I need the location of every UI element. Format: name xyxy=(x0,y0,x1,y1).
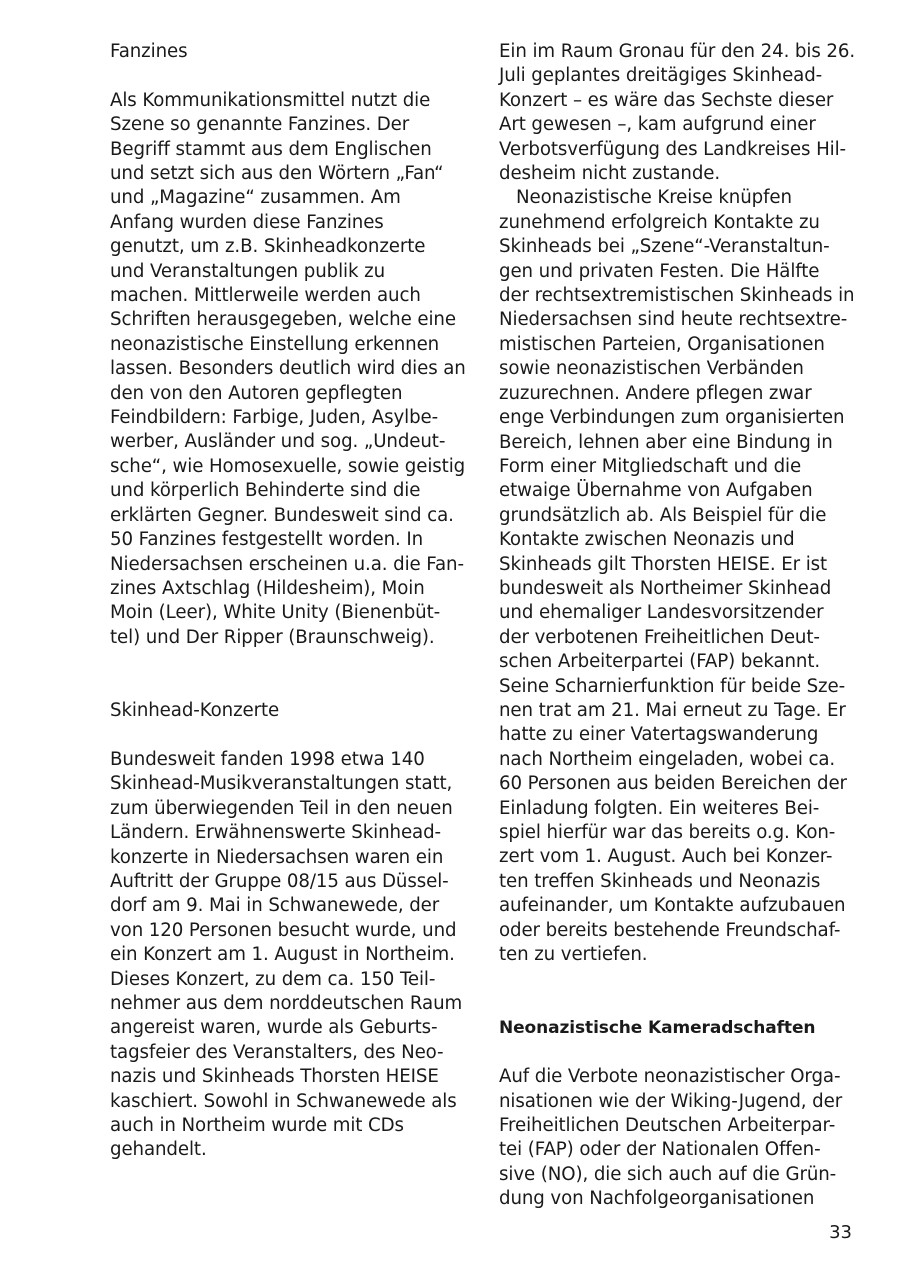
text-line: konzerte in Niedersachsen waren ein xyxy=(110,846,444,868)
text-line: ten treffen Skinheads und Neonazis xyxy=(499,870,821,892)
text-line: Skinhead-Musikveranstaltungen statt, xyxy=(110,773,453,795)
text-line: und „Magazine“ zusammen. Am xyxy=(110,187,401,209)
page-number: 33 xyxy=(829,1222,852,1243)
text-line: Ein im Raum Gronau für den 24. bis 26. xyxy=(499,41,856,62)
text-line: mistischen Parteien, Organisationen xyxy=(499,333,825,355)
text-line: nen trat am 21. Mai erneut zu Tage. Er xyxy=(499,699,846,721)
text-line: Verbotsverfügung des Landkreises Hil- xyxy=(499,138,847,160)
text-line: Einladung folgten. Ein weiteres Bei- xyxy=(499,797,820,819)
text-line: gen und privaten Festen. Die Hälfte xyxy=(499,260,820,282)
text-line: kaschiert. Sowohl in Schwanewede als xyxy=(110,1090,457,1112)
text-line: Auftritt der Gruppe 08/15 aus Düssel- xyxy=(110,870,449,892)
text-line: sive (NO), die sich auch auf die Grün- xyxy=(499,1163,837,1185)
text-line: aufeinander, um Kontakte aufzubauen xyxy=(499,895,846,917)
text-line: genutzt, um z.B. Skinheadkonzerte xyxy=(110,236,426,258)
text-line: zines Axtschlag (Hildesheim), Moin xyxy=(110,577,425,599)
text-line: tei (FAP) oder der Nationalen Offen- xyxy=(499,1139,821,1161)
text-line: tel) und Der Ripper (Braunschweig). xyxy=(110,626,435,648)
text-line: und Veranstaltungen publik zu xyxy=(110,260,385,282)
right-column xyxy=(499,40,864,1212)
text-line: spiel hierfür war das bereits o.g. Kon- xyxy=(499,822,836,843)
text-line: und körperlich Behinderte sind die xyxy=(110,480,421,502)
text-line: und ehemaliger Landesvorsitzender xyxy=(499,602,824,624)
text-line: der rechtsextremistischen Skinheads in xyxy=(499,285,855,307)
text-line: sowie neonazistischen Verbänden xyxy=(499,358,804,380)
fanzines-paragraph xyxy=(110,89,475,650)
text-line: Skinheads bei „Szene“-Veranstaltun- xyxy=(499,236,830,258)
text-line: zert vom 1. August. Auch bei Konzer- xyxy=(499,846,833,868)
text-line: von 120 Personen besucht wurde, und xyxy=(110,919,457,941)
text-line: Seine Scharnierfunktion für beide Sze- xyxy=(499,675,846,697)
text-line: neonazistische Einstellung erkennen xyxy=(110,333,440,355)
text-line: der verbotenen Freiheitlichen Deut- xyxy=(499,626,820,648)
text-line: tagsfeier des Veranstalters, des Neo- xyxy=(110,1041,444,1063)
text-line: Skinheads gilt Thorsten HEISE. Er ist xyxy=(499,553,828,575)
text-line: Kontakte zwischen Neonazis und xyxy=(499,529,795,551)
text-line: Bundesweit fanden 1998 etwa 140 xyxy=(110,748,425,770)
text-line: Feindbildern: Farbige, Juden, Asylbe- xyxy=(110,407,439,429)
text-line: Ländern. Erwähnenswerte Skinhead- xyxy=(110,822,441,844)
text-line: nehmer aus dem norddeutschen Raum xyxy=(110,993,463,1014)
text-line: 60 Personen aus beiden Bereichen der xyxy=(499,773,847,795)
neonazi-kontakte-paragraph xyxy=(499,186,864,967)
text-line: dung von Nachfolgeorganisationen xyxy=(499,1188,815,1210)
text-line: grundsätzlich ab. Als Beispiel für die xyxy=(499,504,827,526)
text-line: werber, Ausländer und sog. „Undeut- xyxy=(110,431,446,453)
text-line: 50 Fanzines festgestellt worden. In xyxy=(110,529,424,551)
text-line: Niedersachsen erscheinen u.a. die Fan- xyxy=(110,553,464,575)
text-line: sche“, wie Homosexuelle, sowie geistig xyxy=(110,455,466,477)
text-line: nazis und Skinheads Thorsten HEISE xyxy=(110,1066,439,1088)
text-line: nach Northeim eingeladen, wobei ca. xyxy=(499,748,836,770)
text-line: zum überwiegenden Teil in den neuen xyxy=(110,797,453,819)
text-line: oder bereits bestehende Freundschaf- xyxy=(499,919,841,941)
text-line: den von den Autoren gepflegten xyxy=(110,382,403,404)
text-line: lassen. Besonders deutlich wird dies an xyxy=(110,358,466,380)
text-line: enge Verbindungen zum organisierten xyxy=(499,407,845,429)
text-line: Form einer Mitgliedschaft und die xyxy=(499,455,802,477)
text-line: und setzt sich aus den Wörtern „Fan“ xyxy=(110,163,444,185)
left-column xyxy=(110,40,475,1163)
text-line: Art gewesen –, kam aufgrund einer xyxy=(499,114,816,136)
text-line: Szene so genannte Fanzines. Der xyxy=(110,114,410,136)
heading-neonazistische-kameradschaften: Neonazistische Kameradschaften xyxy=(499,1018,816,1039)
text-line: hatte zu einer Vatertagswanderung xyxy=(499,724,819,746)
text-line: ein Konzert am 1. August in Northeim. xyxy=(110,944,455,966)
text-line: bundesweit als Northeimer Skinhead xyxy=(499,577,832,599)
text-line: etwaige Übernahme von Aufgaben xyxy=(499,480,813,502)
text-line: zunehmend erfolgreich Kontakte zu xyxy=(499,211,820,233)
text-line: Neonazistische Kreise knüpfen xyxy=(499,187,792,209)
text-line: Moin (Leer), White Unity (Bienenbüt- xyxy=(110,602,441,624)
text-line: Konzert – es wäre das Sechste dieser xyxy=(499,89,834,111)
skinhead-konzerte-paragraph xyxy=(110,748,475,1163)
text-line: angereist waren, wurde als Geburts- xyxy=(110,1017,438,1039)
text-line: Als Kommunikationsmittel nutzt die xyxy=(110,89,431,111)
text-line: auch in Northeim wurde mit CDs xyxy=(110,1115,404,1137)
text-line: Anfang wurden diese Fanzines xyxy=(110,211,384,233)
text-line: schen Arbeiterpartei (FAP) bekannt. xyxy=(499,651,821,673)
text-line: machen. Mittlerweile werden auch xyxy=(110,285,421,307)
gronau-paragraph xyxy=(499,40,864,186)
text-line: Freiheitlichen Deutschen Arbeiterpar- xyxy=(499,1115,836,1137)
text-line: Schriften herausgegeben, welche eine xyxy=(110,309,456,331)
heading-fanzines: Fanzines xyxy=(110,41,188,62)
heading-skinhead-konzerte: Skinhead-Konzerte xyxy=(110,700,280,722)
kameradschaften-paragraph xyxy=(499,1065,864,1211)
text-line: Bereich, lehnen aber eine Bindung in xyxy=(499,431,833,453)
text-line: erklärten Gegner. Bundesweit sind ca. xyxy=(110,504,454,526)
text-line: gehandelt. xyxy=(110,1139,207,1161)
text-line: nisationen wie der Wiking-Jugend, der xyxy=(499,1090,843,1112)
text-line: Dieses Konzert, zu dem ca. 150 Teil- xyxy=(110,968,436,990)
text-line: Juli geplantes dreitägiges Skinhead- xyxy=(499,65,823,87)
text-line: zuzurechnen. Andere pflegen zwar xyxy=(499,382,812,404)
text-line: Begriff stammt aus dem Englischen xyxy=(110,138,432,160)
text-line: Auf die Verbote neonazistischer Orga- xyxy=(499,1066,841,1088)
text-line: desheim nicht zustande. xyxy=(499,163,721,185)
text-line: Niedersachsen sind heute rechtsextre- xyxy=(499,309,848,331)
text-line: ten zu vertiefen. xyxy=(499,944,648,966)
text-line: dorf am 9. Mai in Schwanewede, der xyxy=(110,895,440,917)
